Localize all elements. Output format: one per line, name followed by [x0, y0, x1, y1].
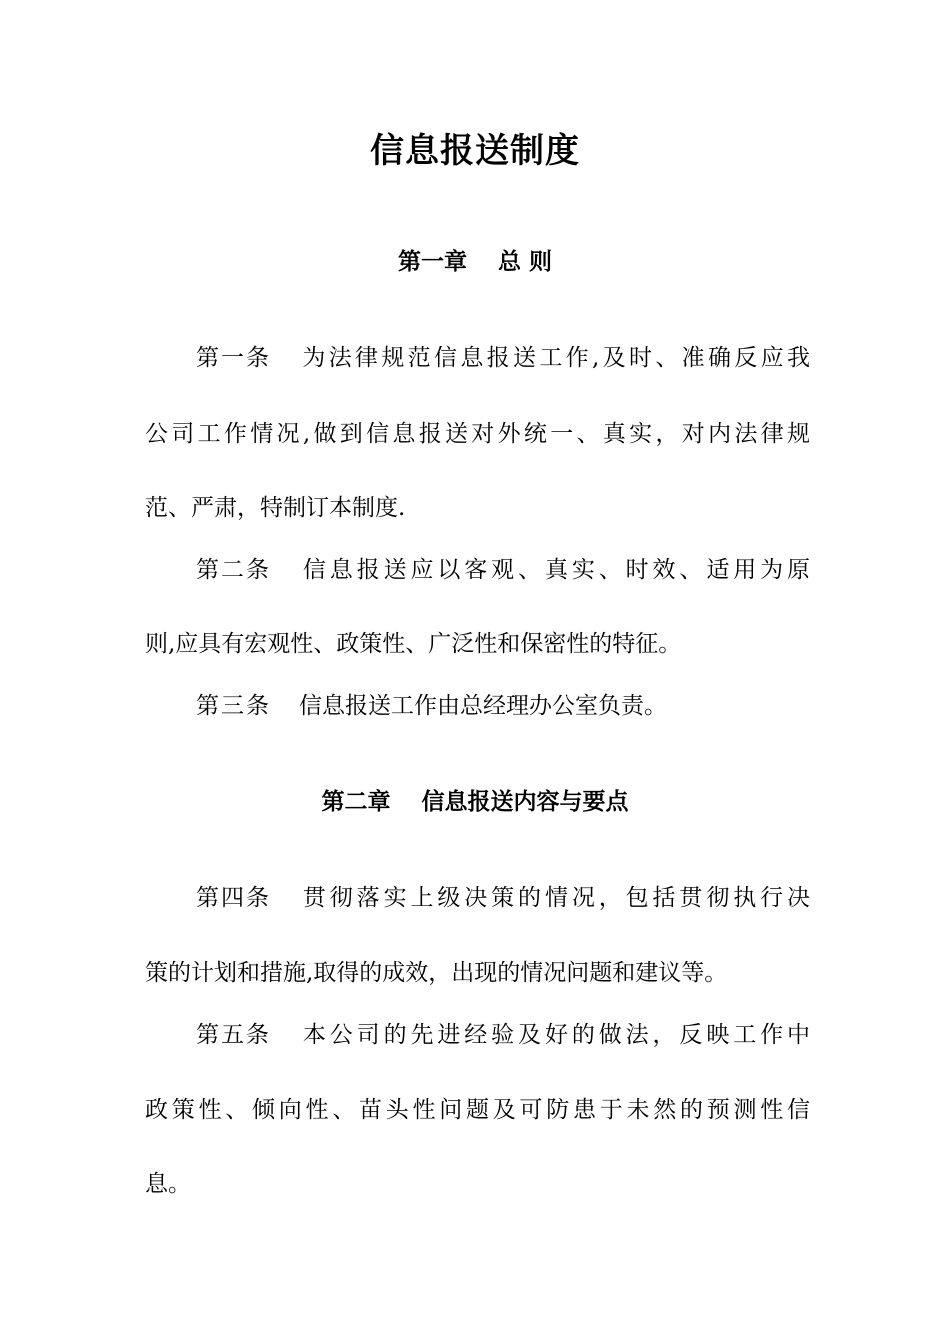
article-2-label: 第二条 — [196, 557, 271, 583]
article-3-text-1: 信息报送工作由总经理办公室负责。 — [299, 693, 667, 719]
article-4-text-1: 贯彻落实上级决策的情况，包括贯彻执行决 — [299, 885, 810, 911]
article-1-line-2: 公司工作情况,做到信息报送对外统一、真实，对内法律规 — [145, 421, 810, 447]
article-5-line-3: 息。 — [145, 1171, 191, 1197]
article-2-text-1: 信息报送应以客观、真实、时效、适用为原 — [299, 557, 810, 583]
article-1-text-1: 为法律规范信息报送工作,及时、准确反应我 — [299, 345, 810, 371]
article-4-label: 第四条 — [196, 885, 271, 911]
article-5-label: 第五条 — [196, 1022, 271, 1048]
article-3-label: 第三条 — [196, 693, 271, 719]
article-1-line-3: 范、严肃，特制订本制度. — [145, 495, 406, 521]
article-5-text-1: 本公司的先进经验及好的做法，反映工作中 — [299, 1022, 810, 1048]
article-2-line-1 — [196, 554, 810, 586]
article-1-line-1 — [196, 342, 810, 374]
chapter-2-heading: 第二章 信息报送内容与要点 — [321, 789, 629, 815]
article-5-line-1 — [196, 1019, 810, 1051]
article-2-line-2: 则,应具有宏观性、政策性、广泛性和保密性的特征。 — [145, 631, 682, 657]
chapter-1-heading: 第一章 总 则 — [397, 249, 552, 275]
article-1-label: 第一条 — [196, 345, 271, 371]
article-4-line-2: 策的计划和措施,取得的成效，出现的情况问题和建议等。 — [145, 960, 728, 986]
article-4-line-1 — [196, 882, 810, 914]
article-5-line-2: 政策性、倾向性、苗头性问题及可防患于未然的预测性信 — [145, 1097, 810, 1123]
article-3-line-1 — [196, 690, 667, 722]
document-title: 信息报送制度 — [370, 131, 580, 171]
